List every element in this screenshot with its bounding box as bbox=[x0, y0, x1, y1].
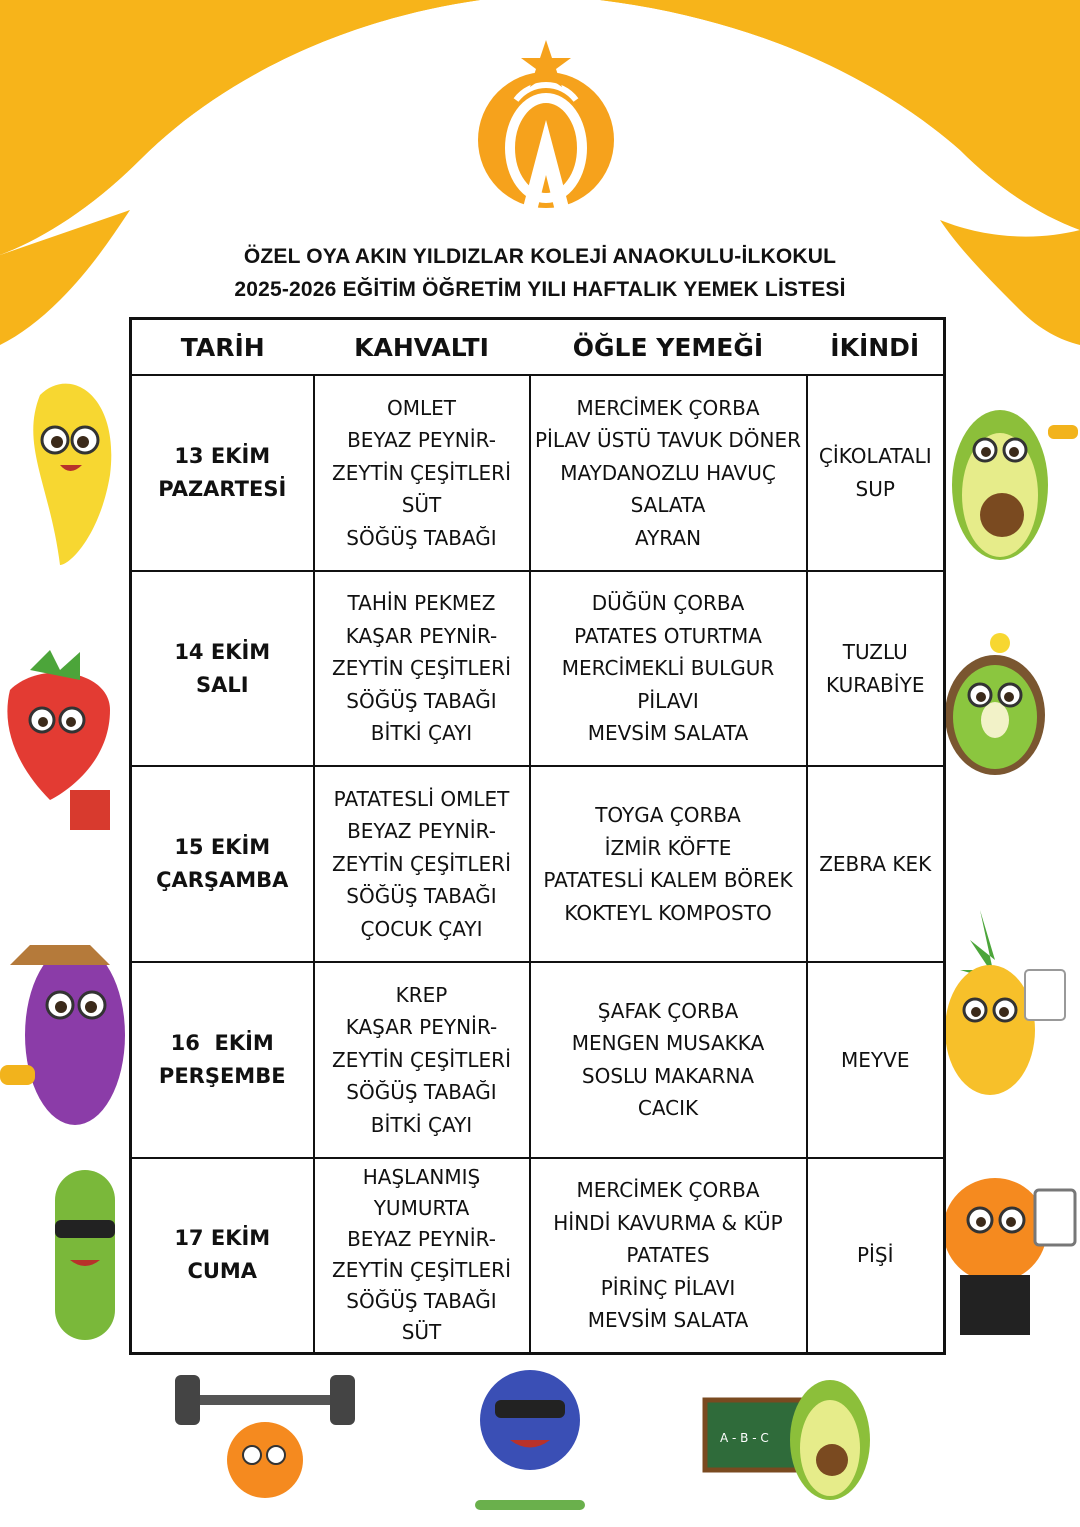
table-row bbox=[131, 962, 945, 1158]
menu-item: KAŞAR PEYNİR- bbox=[345, 1015, 498, 1040]
school-title: ÖZEL OYA AKIN YILDIZLAR KOLEJİ ANAOKULU-İLKOKUL bbox=[243, 245, 837, 268]
menu-item: SUP bbox=[855, 476, 895, 501]
date-line: 16 EKİM bbox=[170, 1030, 274, 1055]
table-row bbox=[131, 571, 945, 767]
menu-item: PATATES OTURTMA bbox=[574, 623, 762, 648]
avocado-character-icon bbox=[940, 395, 1080, 595]
weekly-menu-table bbox=[129, 317, 946, 1355]
snack-cell bbox=[807, 375, 945, 571]
column-header-snack: İKİNDİ bbox=[807, 319, 945, 376]
menu-item: MERCİMEKLİ BULGUR bbox=[561, 656, 775, 681]
table-row bbox=[131, 375, 945, 571]
cucumber-character-icon bbox=[40, 1160, 130, 1360]
column-header-lunch: ÖĞLE YEMEĞİ bbox=[530, 319, 807, 376]
menu-item: SÜT bbox=[401, 493, 442, 518]
menu-item: TUZLU bbox=[842, 640, 908, 665]
breakfast-cell bbox=[314, 375, 530, 571]
column-header-breakfast: KAHVALTI bbox=[314, 319, 530, 376]
menu-item: PİLAV ÜSTÜ TAVUK DÖNER bbox=[534, 428, 802, 453]
menu-item: MEVSİM SALATA bbox=[587, 721, 749, 746]
menu-item: AYRAN bbox=[634, 525, 702, 550]
menu-item: SÜT bbox=[401, 1320, 442, 1345]
menu-item: SOSLU MAKARNA bbox=[581, 1063, 755, 1088]
breakfast-cell bbox=[314, 1158, 530, 1354]
lunch-cell bbox=[530, 1158, 807, 1354]
menu-item: ZEYTİN ÇEŞİTLERİ bbox=[332, 1047, 511, 1072]
school-logo bbox=[476, 40, 616, 220]
menu-item: PİLAVI bbox=[637, 688, 699, 713]
menu-item: PATATESLİ OMLET bbox=[333, 786, 510, 811]
menu-item: ZEYTİN ÇEŞİTLERİ bbox=[332, 656, 511, 681]
lunch-cell bbox=[530, 766, 807, 962]
snack-cell bbox=[807, 1158, 945, 1354]
breakfast-cell bbox=[314, 571, 530, 767]
menu-item: ZEYTİN ÇEŞİTLERİ bbox=[332, 851, 511, 876]
menu-item: ŞAFAK ÇORBA bbox=[597, 998, 739, 1023]
table-row bbox=[131, 1158, 945, 1354]
day-line: PAZARTESİ bbox=[158, 476, 287, 501]
menu-item: MEVSİM SALATA bbox=[587, 1308, 749, 1333]
snack-cell bbox=[807, 962, 945, 1158]
menu-item: TAHİN PEKMEZ bbox=[347, 591, 496, 616]
strawberry-character-icon bbox=[0, 640, 130, 840]
menu-item: ZEYTİN ÇEŞİTLERİ bbox=[332, 460, 511, 485]
table-row bbox=[131, 766, 945, 962]
menu-item: BİTKİ ÇAYI bbox=[370, 1112, 473, 1137]
date-cell bbox=[131, 375, 314, 571]
menu-item: KOKTEYL KOMPOSTO bbox=[564, 900, 772, 925]
lunch-cell bbox=[530, 962, 807, 1158]
menu-item: SÖĞÜŞ TABAĞI bbox=[346, 688, 497, 713]
menu-item: HAŞLANMIŞ bbox=[362, 1165, 481, 1190]
menu-item: OMLET bbox=[387, 395, 456, 420]
column-header-date: TARİH bbox=[131, 319, 314, 376]
avocado-teacher-icon bbox=[700, 1360, 880, 1525]
menu-item: SÖĞÜŞ TABAĞI bbox=[346, 1289, 497, 1314]
menu-item: BİTKİ ÇAYI bbox=[370, 721, 473, 746]
menu-item: YUMURTA bbox=[373, 1196, 470, 1221]
day-line: PERŞEMBE bbox=[158, 1063, 286, 1088]
menu-item: PİŞİ bbox=[856, 1243, 894, 1268]
menu-item: ÇOCUK ÇAYI bbox=[360, 916, 483, 941]
eggplant-character-icon bbox=[0, 925, 130, 1145]
day-line: CUMA bbox=[187, 1259, 258, 1284]
blueberry-skateboarder-icon bbox=[450, 1355, 610, 1525]
date-line: 15 EKİM bbox=[174, 835, 271, 860]
menu-item: KAŞAR PEYNİR- bbox=[345, 623, 498, 648]
menu-item: MEYVE bbox=[841, 1047, 910, 1072]
menu-item: BEYAZ PEYNİR- bbox=[347, 428, 496, 453]
menu-item: SÖĞÜŞ TABAĞI bbox=[346, 1080, 497, 1105]
date-line: 17 EKİM bbox=[174, 1226, 271, 1251]
date-cell bbox=[131, 571, 314, 767]
menu-item: MAYDANOZLU HAVUÇ bbox=[560, 460, 776, 485]
chalkboard-text: A - B - C bbox=[720, 1431, 769, 1445]
snack-cell bbox=[807, 571, 945, 767]
date-cell bbox=[131, 766, 314, 962]
menu-item: BEYAZ PEYNİR- bbox=[347, 1227, 496, 1252]
menu-item: PİRİNÇ PİLAVI bbox=[600, 1275, 736, 1300]
breakfast-cell bbox=[314, 962, 530, 1158]
menu-item: ZEYTİN ÇEŞİTLERİ bbox=[332, 1258, 511, 1283]
menu-item: İZMİR KÖFTE bbox=[604, 835, 732, 860]
menu-title: 2025-2026 EĞİTİM ÖĞRETİM YILI HAFTALIK YEMEK LİSTESİ bbox=[234, 278, 846, 301]
menu-item: KURABİYE bbox=[826, 672, 925, 697]
kiwi-character-icon bbox=[940, 625, 1080, 835]
pineapple-character-icon bbox=[940, 900, 1080, 1120]
day-line: SALI bbox=[195, 672, 249, 697]
banana-character-icon bbox=[0, 365, 130, 575]
lunch-cell bbox=[530, 571, 807, 767]
menu-item: KREP bbox=[395, 982, 448, 1007]
lunch-cell bbox=[530, 375, 807, 571]
date-cell bbox=[131, 962, 314, 1158]
menu-item: ZEBRA KEK bbox=[819, 851, 932, 876]
menu-item: BEYAZ PEYNİR- bbox=[347, 819, 496, 844]
snack-cell bbox=[807, 766, 945, 962]
menu-item: SALATA bbox=[630, 493, 706, 518]
menu-item: PATATESLİ KALEM BÖREK bbox=[543, 868, 793, 893]
orange-weightlifter-icon bbox=[170, 1360, 360, 1525]
menu-item: SÖĞÜŞ TABAĞI bbox=[346, 884, 497, 909]
day-line: ÇARŞAMBA bbox=[156, 868, 289, 893]
table-header-row bbox=[131, 319, 945, 376]
date-line: 13 EKİM bbox=[174, 443, 271, 468]
menu-item: MERCİMEK ÇORBA bbox=[576, 395, 760, 420]
menu-item: MENGEN MUSAKKA bbox=[571, 1031, 765, 1056]
orange-character-icon bbox=[940, 1160, 1080, 1360]
date-cell bbox=[131, 1158, 314, 1354]
breakfast-cell bbox=[314, 766, 530, 962]
menu-item: DÜĞÜN ÇORBA bbox=[591, 591, 745, 616]
menu-item: HİNDİ KAVURMA & KÜP bbox=[553, 1210, 783, 1235]
menu-item: SÖĞÜŞ TABAĞI bbox=[346, 525, 497, 550]
menu-item: PATATES bbox=[626, 1243, 710, 1268]
menu-item: ÇİKOLATALI bbox=[818, 444, 932, 469]
date-line: 14 EKİM bbox=[174, 639, 271, 664]
menu-item: MERCİMEK ÇORBA bbox=[576, 1178, 760, 1203]
menu-item: CACIK bbox=[637, 1096, 699, 1121]
menu-item: TOYGA ÇORBA bbox=[595, 803, 741, 828]
page-header bbox=[130, 240, 950, 306]
